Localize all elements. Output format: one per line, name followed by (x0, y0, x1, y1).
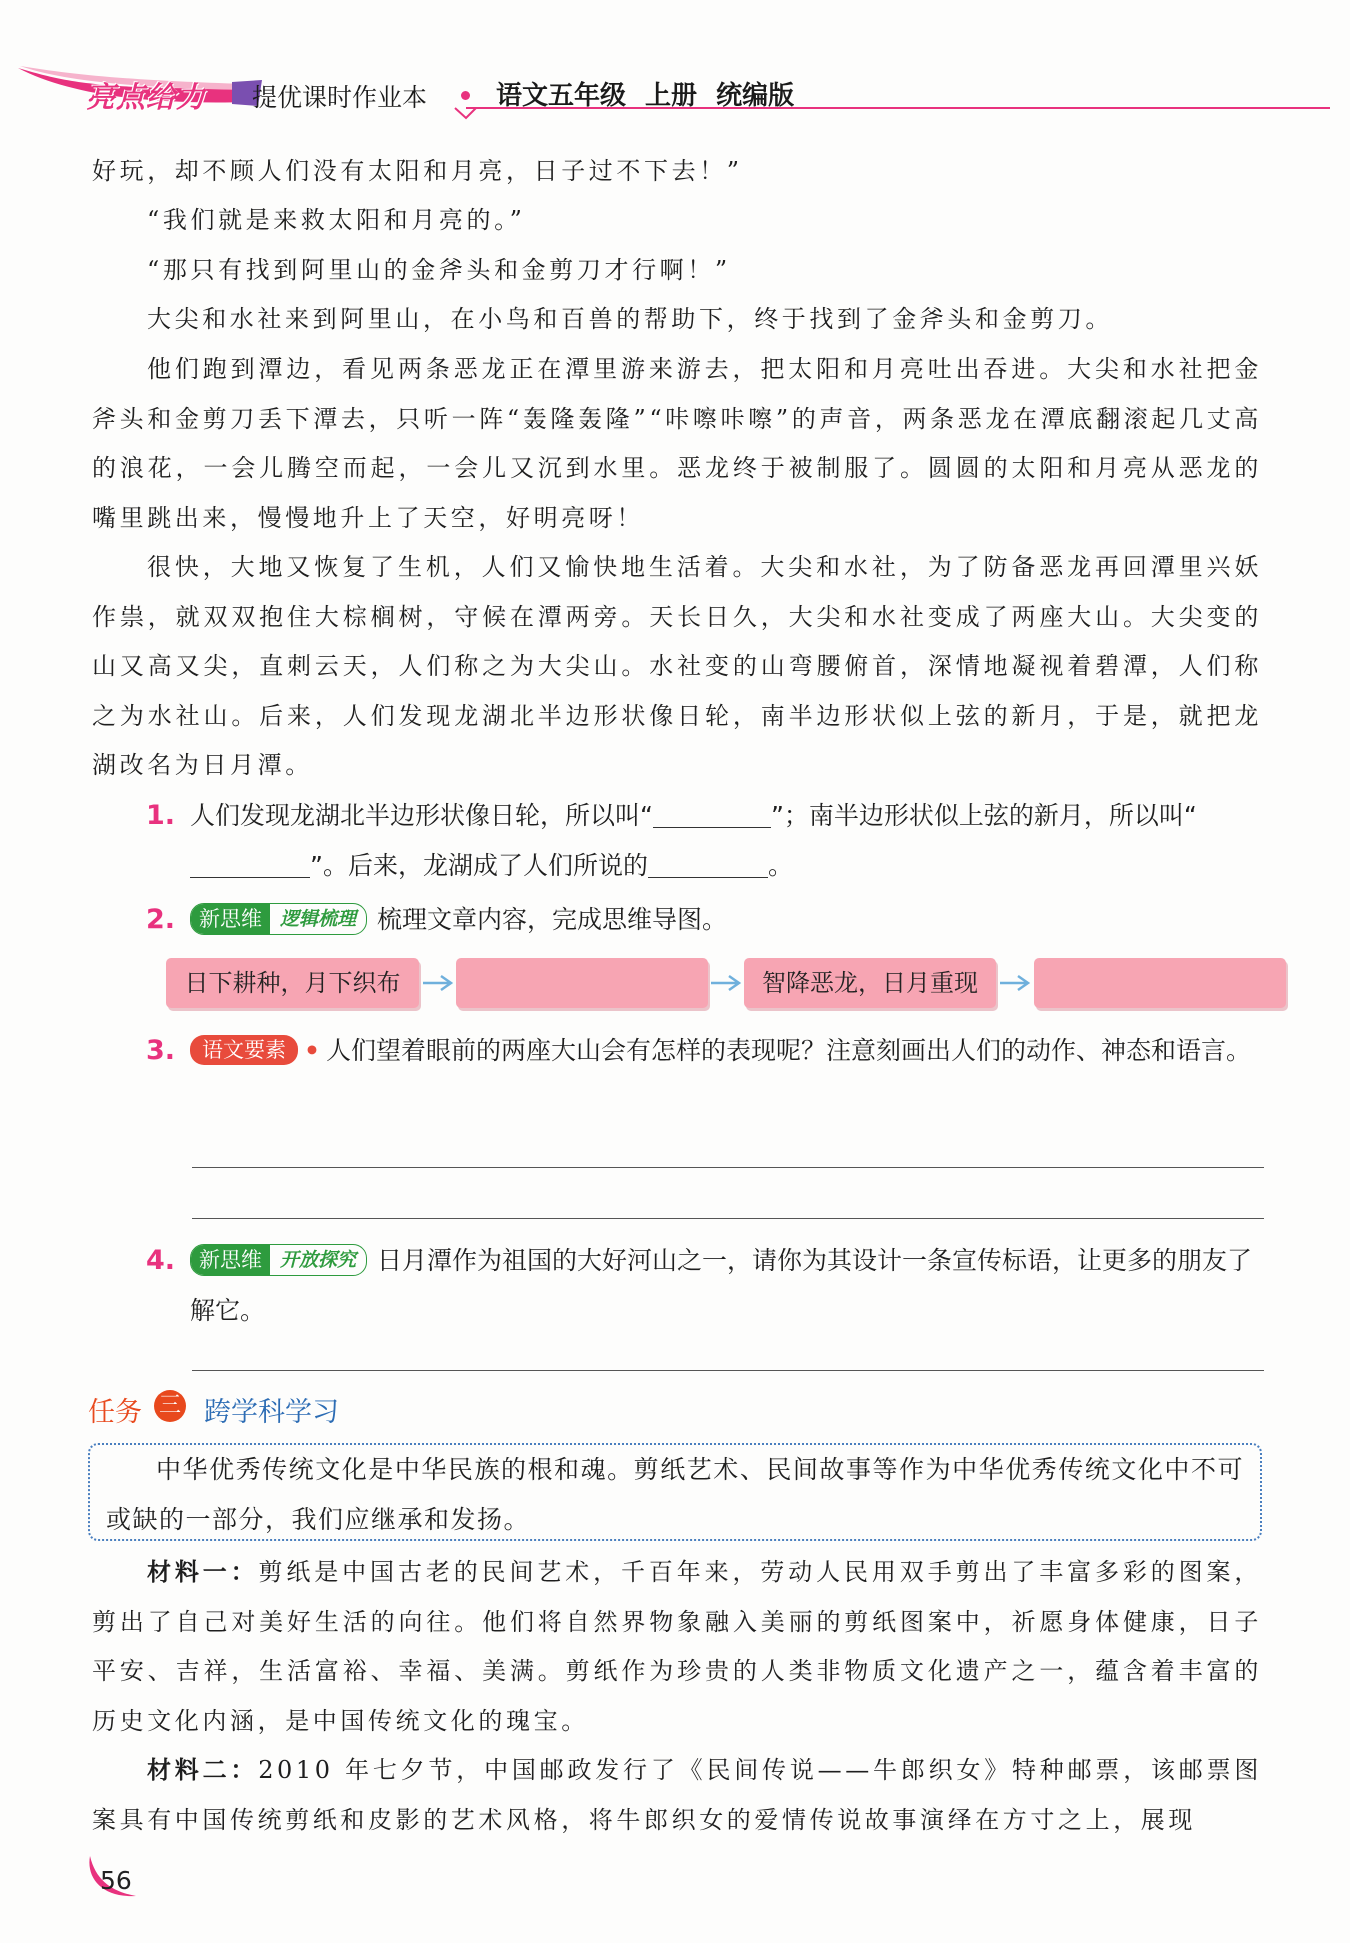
mindmap-arrow-3 (998, 972, 1032, 994)
answer-line[interactable] (192, 1167, 1264, 1168)
task-heading (88, 1390, 339, 1429)
header-dot (461, 91, 470, 100)
task-label: 任务 (88, 1397, 142, 1428)
answer-blank-2[interactable] (190, 847, 310, 878)
material-1-label: 材料一： (147, 1558, 259, 1586)
question-1-text-b: ”；南半边形状似上弦的新月，所以叫“ (770, 801, 1197, 830)
material-2-label: 材料二： (147, 1756, 259, 1784)
question-1-text-a: 人们发现龙湖北半边形状像日轮，所以叫“ (190, 801, 653, 830)
question-2-text: 梳理文章内容，完成思维导图。 (377, 905, 728, 934)
question-1-text-c: ”。后来，龙湖成了人们所说的 (310, 851, 648, 880)
tag-main-label: 新思维 (191, 1245, 270, 1275)
task-title: 跨学科学习 (204, 1397, 339, 1428)
story-paragraph-1: 好玩，却不顾人们没有太阳和月亮，日子过不下去！” (92, 157, 743, 185)
mindmap-box-4-empty[interactable] (1034, 958, 1286, 1008)
question-3 (148, 1026, 1263, 1076)
question-1-text-d: 。 (767, 851, 793, 880)
question-4-number: 4. (146, 1245, 176, 1276)
brand-logo: 亮点给力 (86, 80, 207, 114)
mindmap-box-2-empty[interactable] (456, 958, 708, 1008)
question-3-text: 人们望着眼前的两座大山会有怎样的表现呢？注意刻画出人们的动作、神态和语言。 (325, 1036, 1251, 1065)
question-2-number: 2. (146, 904, 176, 935)
page-number: 56 (100, 1866, 132, 1895)
story-paragraph-2: “我们就是来救太阳和月亮的。” (147, 206, 526, 234)
new-thinking-tag (190, 1244, 367, 1276)
material-1-text: 剪纸是中国古老的民间艺术，千百年来，劳动人民用双手剪出了丰富多彩的图案，剪出了自己对美好生活的向往。他们将自然界物象融入美丽的剪纸图案中，祈愿身体健康，日子平安、吉祥，生活富裕、幸福、美满。剪纸作为珍贵的人类非物质文化遗产之一，蕴含着丰富的历史文化内涵，是中国传统文化的瑰宝。 (92, 1558, 1262, 1735)
question-4 (148, 1236, 1263, 1336)
question-2 (148, 895, 1263, 945)
book-info: 语文五年级 上册 统编版 (496, 81, 795, 111)
answer-line[interactable] (192, 1370, 1264, 1371)
answer-line[interactable] (192, 1218, 1264, 1219)
new-thinking-tag (190, 903, 367, 935)
question-1-number: 1. (146, 800, 176, 831)
story-paragraph-5: 他们跑到潭边，看见两条恶龙正在潭里游来游去，把太阳和月亮吐出吞进。大尖和水社把金斧头和金剪刀丢下潭去，只听一阵“轰隆轰隆”“咔嚓咔嚓”的声音，两条恶龙在潭底翻滚起几丈高的浪花，一会儿腾空而起，一会儿又沉到水里。恶龙终于被制服了。圆圆的太阳和月亮从恶龙的嘴里跳出来，慢慢地升上了天空，好明亮呀！ (92, 355, 1262, 532)
task-number-badge: 三 (154, 1390, 186, 1422)
brand-subtitle: 提优课时作业本 (252, 83, 428, 112)
story-paragraph-4: 大尖和水社来到阿里山，在小鸟和百兽的帮助下，终于找到了金斧头和金剪刀。 (147, 305, 1113, 333)
answer-blank-3[interactable] (648, 847, 768, 878)
intro-box (88, 1443, 1262, 1541)
intro-text: 中华优秀传统文化是中华民族的根和魂。剪纸艺术、民间故事等作为中华优秀传统文化中不可或缺的一部分，我们应继承和发扬。 (106, 1455, 1244, 1534)
tag-main-label: 新思维 (191, 904, 270, 934)
story-paragraph-6: 很快，大地又恢复了生机，人们又愉快地生活着。大尖和水社，为了防备恶龙再回潭里兴妖作祟，就双双抱住大棕榈树，守候在潭两旁。天长日久，大尖和水社变成了两座大山。大尖变的山又高又尖，直刺云天，人们称之为大尖山。水社变的山弯腰俯首，深情地凝视着碧潭，人们称之为水社山。后来，人们发现龙湖北半边形状像日轮，南半边形状似上弦的新月，于是，就把龙湖改名为日月潭。 (92, 553, 1262, 779)
mindmap-arrow-2 (709, 972, 743, 994)
mindmap-box-1: 日下耕种，月下织布 (166, 958, 419, 1008)
material-2-text: 2010 年七夕节，中国邮政发行了《民间传说——牛郎织女》特种邮票，该邮票图案具有中国传统剪纸和皮影的艺术风格，将牛郎织女的爱情传说故事演绎在方寸之上，展现 (92, 1756, 1262, 1834)
question-3-number: 3. (146, 1035, 176, 1066)
language-element-tag: 语文要素 (190, 1035, 298, 1065)
material-2 (92, 1746, 1262, 1845)
material-1 (92, 1548, 1262, 1746)
mindmap-box-3: 智降恶龙，日月重现 (744, 958, 996, 1008)
question-1 (148, 791, 1263, 891)
page-header (0, 50, 1350, 130)
tag-sub-label: 逻辑梳理 (280, 908, 357, 930)
tag-sub-label: 开放探究 (280, 1249, 357, 1271)
story-paragraph-3: “那只有找到阿里山的金斧头和金剪刀才行啊！” (147, 256, 731, 284)
question-4-text: 日月潭作为祖国的大好河山之一，请你为其设计一条宣传标语，让更多的朋友了解它。 (190, 1246, 1253, 1325)
mindmap-arrow-1 (421, 972, 455, 994)
answer-blank-1[interactable] (653, 797, 771, 828)
tag-dot-icon: • (304, 1036, 320, 1065)
